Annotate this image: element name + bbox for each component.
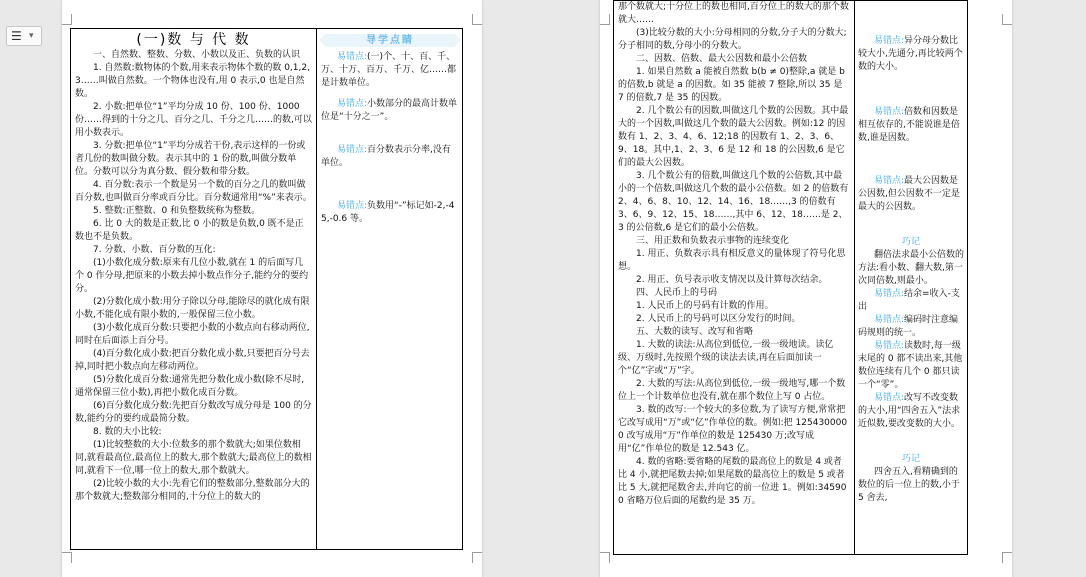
content-table [613, 0, 968, 555]
note-key-label: 易错点: [874, 107, 905, 117]
paragraph: 二、因数、倍数、最大公因数和最小公倍数 [636, 54, 808, 64]
page-1 [62, 0, 482, 577]
paragraph: (2)比较小数的大小:先看它们的整数部分,整数部分大的那个数就大;整数部分相同的,十分位上的数大的 [75, 479, 310, 502]
error-note [858, 340, 964, 392]
paragraph: 3. 数的改写:一个较大的多位数,为了读写方便,常常把它改写成用“万”或“亿”作单位的数。例如:把 1254300000 改写成用“万”作单位的数是 125430 万;改写成用“亿”作单位的数是 12.543 亿。 [618, 405, 848, 454]
tip-note [858, 249, 964, 288]
crop-mark [62, 14, 72, 25]
view-toolbar [0, 0, 60, 43]
paragraph: (6)百分数化成分数:先把百分数改写成分母是 100 的分数,能约分的要约成最简分数。 [75, 401, 312, 424]
note-text: 结余=收入-支出 [858, 289, 960, 312]
paragraph: 1. 如果自然数 a 能被自然数 b(b ≠ 0)整除,a 就是 b 的倍数,b 就是 a 的因数。如 35 能被 7 整除,所以 35 是 7 的倍数,7 是 35 的因数。 [618, 67, 845, 103]
paragraph: 1. 大数的读法:从高位到低位,一级一级地读。读亿级、万级时,先按照个级的读法去读,再在后面加读一个“亿”字或“万”字。 [618, 340, 834, 376]
error-note [858, 175, 964, 214]
crop-mark [600, 552, 610, 563]
notes-text [858, 35, 964, 505]
paragraph: 2. 用正、负号表示收支情况以及计算每次结余。 [636, 275, 828, 285]
paragraph: 2. 小数:把单位“1”平均分成 10 份、100 份、1000 份……得到的十分之几、百分之几、千分之几……的数,可以用小数表示。 [75, 102, 312, 138]
paragraph: 3. 几个数公有的倍数,叫做这几个数的公倍数,其中最小的一个倍数,叫做这几个数的最小公倍数。如 2 的倍数有 2、4、6、8、10、12、14、16、18……,3 的倍数有 3、6、9、12、15、18……,其中 6、12、18……是 2、3 的公倍数,6 是它们的最小公倍数。 [618, 171, 849, 233]
note-text: 倍数和因数是相互依存的,不能说谁是倍数,谁是因数。 [858, 107, 960, 143]
note-text: 异分母分数比较大小,先通分,再比较两个数的大小。 [858, 36, 963, 72]
paragraph: 2. 几个数公有的因数,叫做这几个数的公因数。其中最大的一个因数,叫做这几个数的最大公因数。例如:12 的因数有 1、2、3、4、6、12;18 的因数有 1、2、3、6、9、18。其中,1、2、3、6 是 12 和 18 的公因数,6 是它们的最大公因数。 [618, 106, 849, 168]
error-note [858, 314, 964, 340]
note-text: 小数部分的最高计数单位是“十分之一”。 [321, 99, 458, 122]
note-key-label: 易错点: [874, 341, 905, 351]
layout-icon: ☰ [11, 29, 22, 43]
paragraph: 2. 大数的写法:从高位到低位,一级一级地写,哪一个数位上一个计数单位也没有,就在那个数位上写 0 占位。 [618, 379, 846, 402]
note-text: 翻倍法求最小公倍数的方法:看小数、翻大数,第一次同倍数,则最小。 [858, 250, 965, 286]
paragraph: 7. 分数、小数、百分数的互化: [93, 245, 216, 255]
paragraph: 8. 数的大小比较: [93, 427, 162, 437]
main-text [618, 1, 850, 508]
error-note [321, 98, 459, 124]
paragraph: 4. 数的省略:要省略的尾数的最高位上的数是 4 或者比 4 小,就把尾数去掉;如果尾数的最高位上的数是 5 或者比 5 大,就把尾数舍去,并向它的前一位进 1。例如:345900 省略万位后面的尾数约是 35 万。 [618, 457, 847, 506]
note-key-label: 易错点: [337, 201, 368, 211]
error-note [321, 200, 459, 226]
note-text: (一)个、十、百、千、万、十万、百万、千万、亿……都是计数单位。 [321, 52, 457, 88]
paragraph: 三、用正数和负数表示事物的连续变化 [636, 236, 790, 246]
note-key-label: 易错点: [874, 315, 905, 325]
error-note [321, 51, 459, 90]
tip-note [858, 466, 964, 505]
note-key-label: 易错点: [337, 52, 368, 62]
error-note [858, 392, 964, 431]
note-key-label: 易错点: [337, 99, 368, 109]
note-key-label: 易错点: [874, 289, 905, 299]
paragraph: 那个数就大;十分位上的数也相同,百分位上的数大的那个数就大…… [618, 2, 849, 25]
note-key-label: 易错点: [874, 393, 905, 403]
note-key-label: 易错点: [337, 145, 368, 155]
paragraph: (2)分数化成小数:用分子除以分母,能除尽的就化成有限小数,不能化成有限小数的,一般保留三位小数。 [75, 297, 310, 320]
error-note [858, 35, 964, 74]
crop-mark [472, 552, 482, 563]
chevron-down-icon[interactable]: ▾ [29, 31, 34, 41]
error-note [858, 288, 964, 314]
section-title: (一)数 与 代 数 [136, 32, 251, 48]
paragraph: 五、大数的读写、改写和省略 [636, 327, 754, 337]
crop-mark [472, 14, 482, 25]
note-key-label: 易错点: [874, 176, 905, 186]
crop-mark [1002, 552, 1012, 563]
tip-heading: 巧记 [901, 454, 920, 464]
note-key-label: 易错点: [874, 36, 905, 46]
main-column [71, 29, 317, 549]
paragraph: 一、自然数、整数、分数、小数以及正、负数的认识 [93, 50, 301, 60]
main-column [614, 1, 855, 554]
note-text: 负数用“-”标记如-2,-45,-0.6 等。 [321, 201, 455, 224]
paragraph: (1)比较整数的大小:位数多的那个数就大;如果位数相同,就看最高位,最高位上的数大,那个数就大;最高位上的数相同,就看下一位,哪一位上的数大,那个数就大。 [75, 440, 312, 476]
note-text: 最大公因数是公因数,但公因数不一定是最大的公因数。 [858, 176, 960, 212]
content-table [70, 28, 463, 550]
note-text: 编码时注意编码规则的统一。 [858, 315, 959, 338]
crop-mark [62, 552, 72, 563]
error-note [858, 106, 964, 145]
paragraph: (3)小数化成百分数:只要把小数的小数点向右移动两位,同时在后面添上百分号。 [75, 323, 310, 346]
paragraph: 3. 分数:把单位“1”平均分成若干份,表示这样的一份或者几份的数叫做分数。表示其中的 1 份的数,叫做分数单位。分数可以分为真分数、假分数和带分数。 [75, 141, 306, 177]
crop-mark [1002, 14, 1012, 25]
view-layout-button[interactable] [6, 26, 42, 46]
guide-banner: 导学点睛 [325, 34, 455, 47]
paragraph: 6. 比 0 大的数是正数,比 0 小的数是负数,0 既不是正数也不是负数。 [75, 219, 304, 242]
note-text: 百分数表示分率,没有单位。 [321, 145, 451, 168]
paragraph: (4)百分数化成小数:把百分数化成小数,只要把百分号去掉,同时把小数点向左移动两位。 [75, 349, 310, 372]
crop-mark [600, 14, 610, 25]
note-text: 读数时,每一级末尾的 0 都不读出来,其他数位连续有几个 0 都只读一个“零”。 [858, 341, 963, 390]
main-text [75, 49, 312, 504]
note-text: 改写不改变数的大小,用“四舍五入”法求近似数,要改变数的大小。 [858, 393, 961, 429]
paragraph: (1)小数化成分数:原来有几位小数,就在 1 的后面写几个 0 作分母,把原来的小数去掉小数点作分子,能约分的要约分。 [75, 258, 309, 294]
notes-column [855, 1, 967, 554]
paragraph: 4. 百分数:表示一个数是另一个数的百分之几的数叫做百分数,也叫做百分率或百分比。百分数通常用“%”来表示。 [75, 180, 312, 203]
notes-column [317, 29, 462, 549]
paragraph: (3)比较分数的大小:分母相同的分数,分子大的分数大;分子相同的数,分母小的分数大。 [618, 28, 847, 51]
paragraph: 5. 整数:正整数、0 和负整数统称为整数。 [93, 206, 261, 216]
paragraph: 四、人民币上的号码 [636, 288, 718, 298]
page-2 [600, 0, 1012, 577]
notes-text [321, 51, 459, 226]
paragraph: 2. 人民币上的号码可以区分发行的时间。 [636, 314, 801, 324]
paragraph: (5)分数化成百分数:通常先把分数化成小数(除不尽时,通常保留三位小数),再把小数化成百分数。 [75, 375, 305, 398]
paragraph: 1. 用正、负数表示具有相反意义的量体现了符号化思想。 [618, 249, 846, 272]
paragraph: 1. 人民币上的号码有计数的作用。 [636, 301, 774, 311]
tip-heading: 巧记 [901, 237, 920, 247]
note-text: 四舍五入,看精确到的数位的后一位上的数,小于 5 舍去, [858, 467, 960, 503]
paragraph: 1. 自然数:数物体的个数,用来表示物体个数的数 0,1,2,3……叫做自然数。一个物体也没有,用 0 表示,0 也是自然数。 [75, 63, 310, 99]
error-note [321, 144, 459, 170]
